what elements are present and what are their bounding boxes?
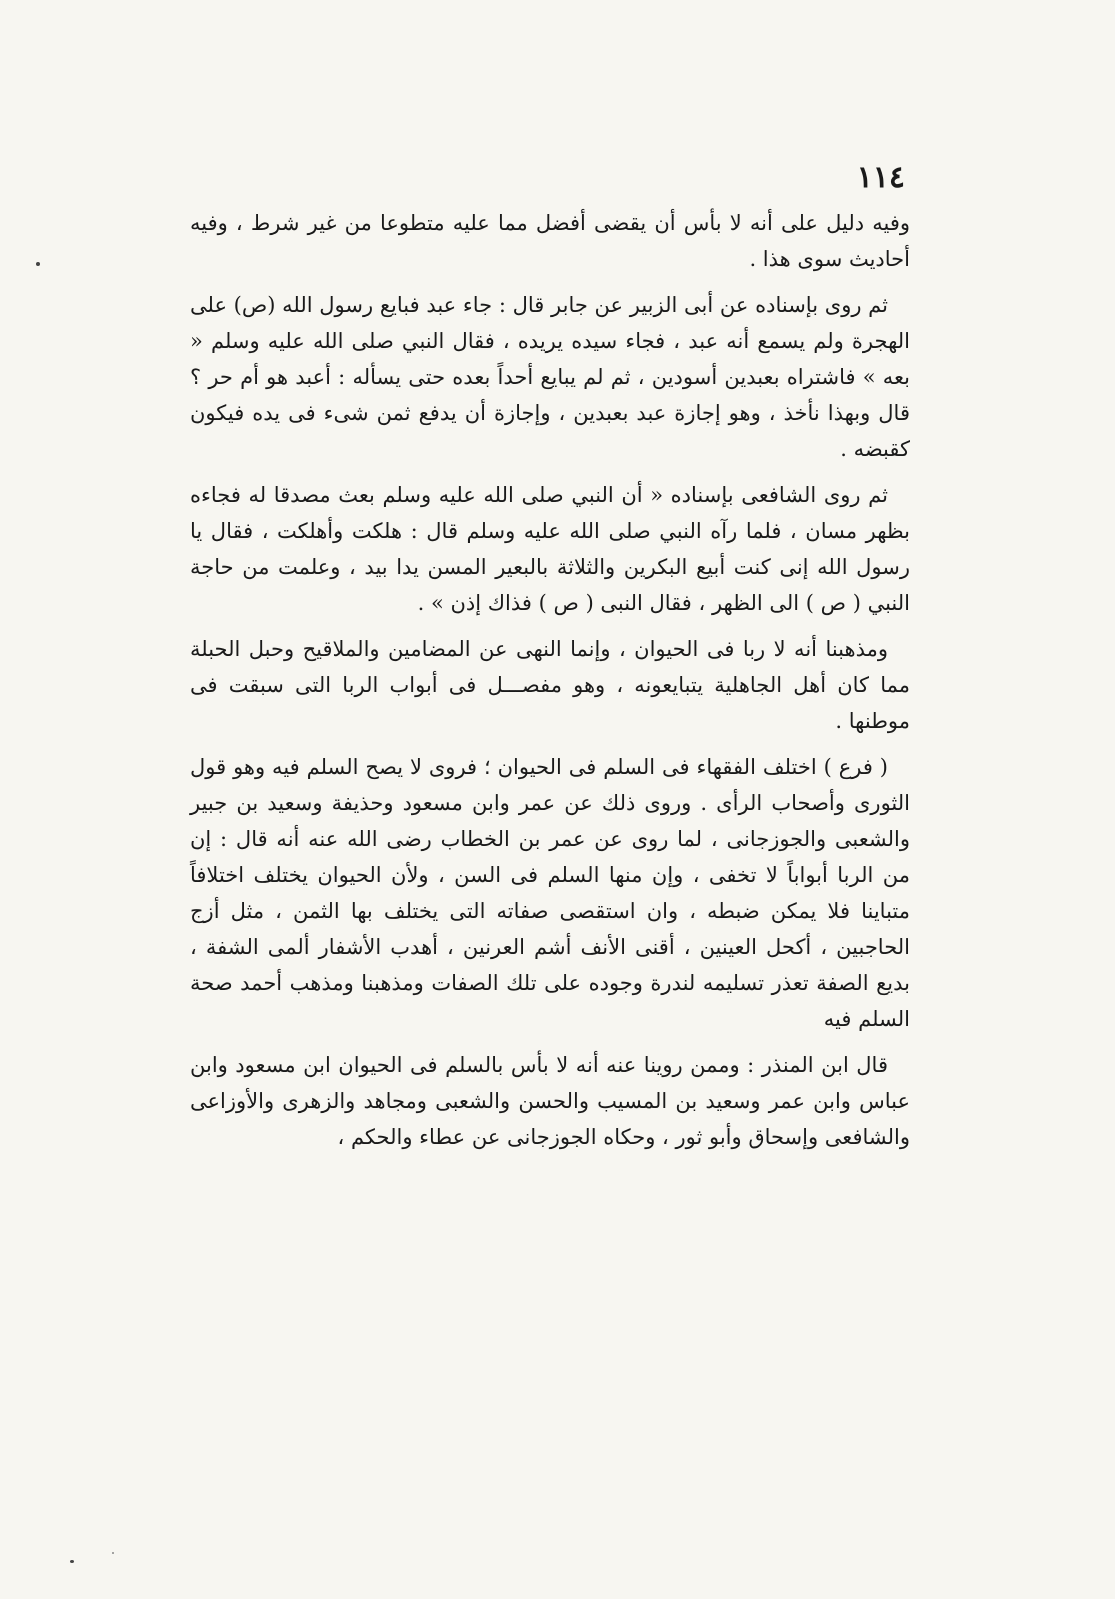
scan-speck [36, 262, 40, 266]
paragraph: ومذهبنا أنه لا ربا فى الحيوان ، وإنما النهى عن المضامين والملاقيح وحبل الحبلة مما كان أهل الجاهلية يتبايعونه ، وهو مفصـــل فى أبواب الربا التى سبقت فى موطنها . [190, 637, 910, 733]
scan-speck [112, 1552, 114, 1554]
paragraph: ( فرع ) اختلف الفقهاء فى السلم فى الحيوان ؛ فروى لا يصح السلم فيه وهو قول الثورى وأصحاب الرأى . وروى ذلك عن عمر وابن مسعود وحذيفة وسعيد بن جبير والشعبى والجوزجانى ، لما روى عن عمر بن الخطاب رضى الله عنه أنه قال : إن من الربا أبواباً لا تخفى ، وإن منها السلم فى السن ، ولأن الحيوان يختلف اختلافاً متباينا فلا يمكن ضبطه ، وان استقصى صفاته التى يختلف بها الثمن ، مثل أزج الحاجبين ، أكحل العينين ، أقنى الأنف أشم العرنين ، أهدب الأشفار ألمى الشفة ، بديع الصفة تعذر تسليمه لندرة وجوده على تلك الصفات ومذهبنا ومذهب أحمد صحة السلم فيه [190, 755, 910, 1031]
paragraph: ثم روى الشافعى بإسناده « أن النبي صلى الله عليه وسلم بعث مصدقا له فجاءه بظهر مسان ، فلما رآه النبي صلى الله عليه وسلم قال : هلكت وأهلكت ، فقال يا رسول الله إنى كنت أبيع البكرين والثلاثة بالبعير المسن يدا بيد ، وعلمت من حاجة النبي ( ص ) الى الظهر ، فقال النبى ( ص ) فذاك إذن » . [190, 483, 910, 615]
paragraph: ثم روى بإسناده عن أبى الزبير عن جابر قال : جاء عبد فبايع رسول الله (ص) على الهجرة ولم يسمع أنه عبد ، فجاء سيده يريده ، فقال النبي صلى الله عليه وسلم « بعه » فاشتراه بعبدين أسودين ، ثم لم يبايع أحداً بعده حتى يسأله : أعبد هو أم حر ؟ قال وبهذا نأخذ ، وهو إجازة عبد بعبدين ، وإجازة أن يدفع ثمن شىء فى يده فيكون كقبضه . [190, 293, 910, 461]
body-text [190, 205, 910, 1165]
paragraph: وفيه دليل على أنه لا بأس أن يقضى أفضل مما عليه متطوعا من غير شرط ، وفيه أحاديث سوى هذا . [190, 211, 910, 271]
paragraph: قال ابن المنذر : وممن روينا عنه أنه لا بأس بالسلم فى الحيوان ابن مسعود وابن عباس وابن عمر وسعيد بن المسيب والحسن والشعبى ومجاهد والزهرى والأوزاعى والشافعى وإسحاق وأبو ثور ، وحكاه الجوزجانى عن عطاء والحكم ، [190, 1053, 910, 1149]
scan-speck [70, 1560, 74, 1563]
page-number: ١١٤ [856, 160, 905, 195]
